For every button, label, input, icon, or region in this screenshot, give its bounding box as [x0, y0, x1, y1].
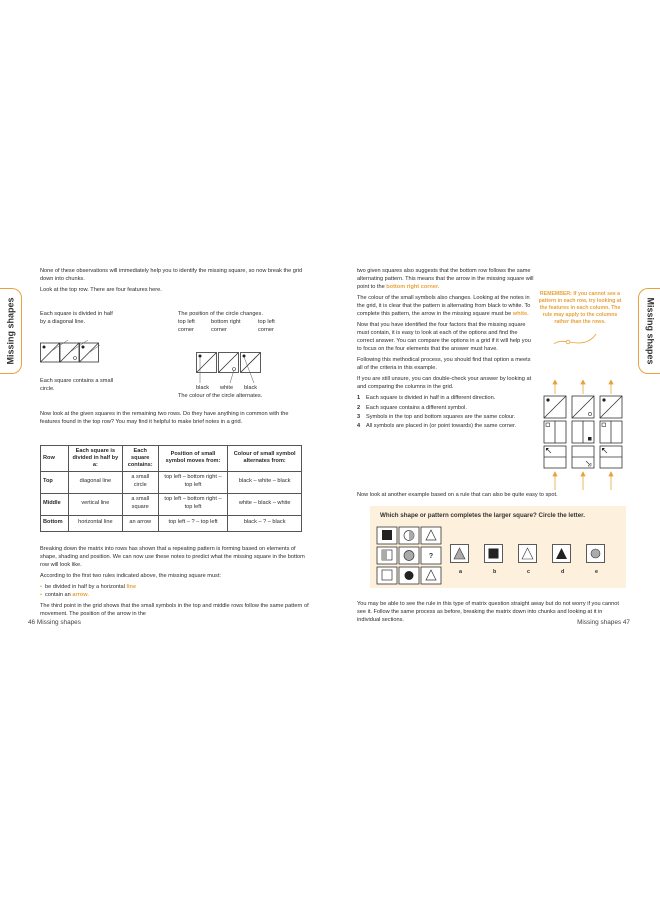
list-item: 4 All symbols are placed in (or point towards) the same corner.: [357, 423, 517, 430]
table-header-row: [41, 446, 302, 472]
note-small-circle: Each square contains a small circle.: [40, 378, 114, 392]
table-cell: vertical line: [68, 493, 122, 515]
left-page-lower: [40, 546, 310, 622]
note-diagonal: Each square is divided in half by a diagonal line.: [40, 311, 113, 325]
list-item-text: Symbols in the top and bottom squares are the same colour.: [366, 413, 516, 420]
puzzle-matrix: [376, 526, 444, 586]
callout-pointer: [548, 332, 598, 352]
bullet-text: be divided in half by a horizontal: [44, 584, 127, 591]
bullet-emphasis: line: [126, 584, 137, 591]
chapter-tab-label: Missing shapes: [5, 297, 16, 365]
paragraph-emphasis: bottom right corner.: [386, 283, 440, 290]
look-top-paragraph: Look at the top row. There are four features here.: [40, 287, 162, 294]
remember-callout: REMEMBER: If you cannot see a pattern in each row, try looking at the features in each column. The rule may apply to the columns rather than the rows.: [538, 291, 622, 326]
table-cell: top left – bottom right – top left: [158, 471, 228, 493]
table-row: [41, 515, 302, 531]
note-colour: The colour of the circle alternates.: [178, 393, 263, 399]
table-cell: top left – bottom right – top left: [158, 493, 228, 515]
table-row: [41, 471, 302, 493]
matrix-illustration: [538, 380, 628, 492]
table-row: [41, 493, 302, 515]
table-cell: an arrow: [122, 515, 158, 531]
bullet-item: [40, 584, 310, 592]
intro-paragraph: None of these observations will immediately help you to identify the missing square, so now break the grid down into chunks.: [40, 268, 303, 282]
top-row-squares-left: [40, 340, 100, 364]
chapter-tab-right: [638, 288, 660, 374]
note-position: The position of the circle changes.: [178, 311, 263, 317]
table-header: Each square contains:: [122, 446, 158, 472]
pos-label-2: bottom right: [211, 319, 241, 325]
pos-label-corner-2: corner: [211, 327, 227, 333]
paragraph-text: two given squares also suggests that the bottom row follows the same alternating pattern. This means that the arrow in the missing square will point to the: [357, 268, 534, 290]
table-cell: a small square: [122, 493, 158, 515]
table-cell: horizontal line: [68, 515, 122, 531]
puzzle-box: [370, 506, 626, 588]
paragraph: Following this methodical process, you should find that option a meets all of the criteria in this example.: [357, 356, 531, 371]
paragraph: If you are still unsure, you can double-check your answer by looking at and comparing the columns in the grid.: [357, 376, 532, 390]
table-cell: white – black – white: [228, 493, 302, 515]
paragraph: [357, 268, 535, 292]
table-cell: Top: [41, 471, 69, 493]
page-number-right: Missing shapes 47: [577, 619, 630, 626]
table-cell: black – white – black: [228, 471, 302, 493]
colour-word-1: black: [196, 385, 210, 391]
colour-word-2: white: [220, 385, 234, 391]
puzzle-options: [450, 544, 620, 566]
option-label-b[interactable]: b: [493, 569, 497, 575]
paragraph-emphasis: white.: [512, 310, 529, 317]
right-page-text: [357, 268, 535, 433]
according-paragraph: According to the first two rules indicated above, the missing square must:: [40, 573, 221, 579]
chapter-tab-left: [0, 288, 22, 374]
puzzle-question-mark: ?: [428, 553, 434, 560]
feature-table: [40, 445, 302, 532]
closing-paragraph: You may be able to see the rule in this type of matrix question straight away but do not worry if you cannot see it. Follow the same process as before, breaking the matrix down into chunks and looking at it in individual sections.: [357, 601, 619, 623]
list-item-text: All symbols are placed in (or point towards) the same corner.: [366, 423, 517, 430]
now-look-another: Now look at another example based on a rule that can also be quite easy to spot.: [357, 492, 558, 498]
table-cell: top left – ? – top left: [158, 515, 228, 531]
table-cell: black – ? – black: [228, 515, 302, 531]
pos-label-3: top left: [258, 319, 275, 325]
table-header: Position of small symbol moves from:: [158, 446, 228, 472]
list-item: 3 Symbols in the top and bottom squares are the same colour.: [357, 413, 516, 420]
table-cell: Middle: [41, 493, 69, 515]
left-page: [40, 268, 310, 298]
third-point-paragraph: The third point in the grid shows that the small symbols in the top and middle rows follow the same pattern of movement. The position of the arrow in the: [40, 603, 309, 617]
list-item: 1 Each square is divided in half in a different direction.: [357, 395, 496, 402]
option-label-d[interactable]: d: [561, 569, 565, 575]
page-number-left: 46 Missing shapes: [28, 619, 81, 626]
paragraph: [357, 295, 535, 319]
chapter-tab-label: Missing shapes: [644, 297, 655, 365]
option-label-c[interactable]: c: [527, 569, 530, 575]
bullet-text: contain an: [44, 592, 73, 599]
paragraph-text: The colour of the small symbols also changes. Looking at the notes in the grid, it is clear that the pattern is alternating from black to white. To complete this pattern, the arrow in the missing square must be: [357, 295, 531, 317]
bullet-item: [40, 592, 310, 600]
list-item-text: Each square is divided in half in a different direction.: [366, 395, 496, 402]
top-row-squares-position: [196, 352, 262, 386]
colour-word-3: black: [244, 385, 258, 391]
list-item: 2 Each square contains a different symbol.: [357, 404, 467, 411]
table-header: Row: [41, 446, 69, 472]
bullet-emphasis: arrow.: [72, 592, 89, 599]
now-look-paragraph: Now look at the given squares in the remaining two rows. Do they have anything in common with the features found in the top row? You may find it helpful to make brief notes in a grid.: [40, 411, 289, 425]
table-cell: a small circle: [122, 471, 158, 493]
pos-label-corner-3: corner: [258, 327, 274, 333]
numbered-list: [357, 395, 535, 431]
option-label-a[interactable]: a: [459, 569, 462, 575]
puzzle-question: Which shape or pattern completes the larger square? Circle the letter.: [380, 512, 585, 519]
option-label-e[interactable]: e: [595, 569, 598, 575]
table-cell: Bottom: [41, 515, 69, 531]
table-cell: diagonal line: [68, 471, 122, 493]
paragraph: Now that you have identified the four factors that the missing square must contain, it is easy to look at each of the options and find the correct answer. You can compare the options in a grid if it will help you to focus on the four elements that the answer must have.: [357, 322, 531, 352]
table-header: Each square is divided in half by a:: [68, 446, 122, 472]
list-item-text: Each square contains a different symbol.: [366, 404, 467, 411]
table-header: Colour of small symbol alternates from:: [228, 446, 302, 472]
pos-label-corner-1: corner: [178, 327, 194, 333]
pos-label-1: top left: [178, 319, 195, 325]
breaking-down-paragraph: Breaking down the matrix into rows has shown that a repeating pattern is forming based on elements of shape, shading and position. We can now use these notes to predict what the missing square in the bottom row will look like.: [40, 546, 305, 568]
